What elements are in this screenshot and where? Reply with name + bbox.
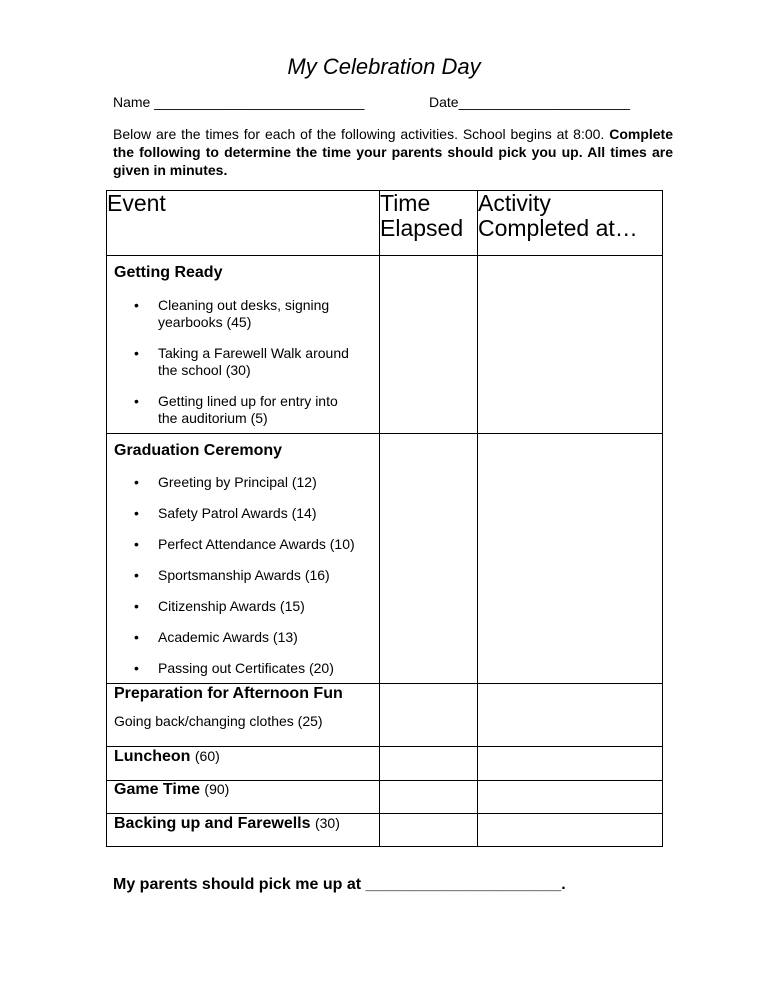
- event-cell-luncheon: [107, 747, 380, 781]
- completed-at-cell[interactable]: [478, 747, 663, 781]
- list-item: • Getting lined up for entry into the auditorium (5): [134, 393, 338, 426]
- list-item: • Greeting by Principal (12): [134, 474, 317, 490]
- event-cell-preparation: [107, 684, 380, 747]
- event-cell-graduation: [107, 434, 380, 684]
- time-elapsed-cell[interactable]: [380, 434, 478, 684]
- completed-at-cell[interactable]: [478, 434, 663, 684]
- bullet-icon: •: [134, 474, 139, 490]
- bullet-icon: •: [134, 297, 139, 313]
- table-row-getting-ready: [107, 256, 663, 434]
- time-elapsed-cell[interactable]: [380, 781, 478, 814]
- date-field[interactable]: Date______________________: [429, 94, 630, 110]
- time-elapsed-cell[interactable]: [380, 814, 478, 847]
- getting-ready-list: [107, 297, 379, 427]
- table-row-graduation: [107, 434, 663, 684]
- table-row-game-time: [107, 781, 663, 814]
- time-elapsed-cell[interactable]: [380, 684, 478, 747]
- event-cell-getting-ready: [107, 256, 380, 434]
- bullet-icon: •: [134, 536, 139, 552]
- instructions: [113, 125, 673, 179]
- list-item: • Perfect Attendance Awards (10): [134, 536, 355, 552]
- time-elapsed-cell[interactable]: [380, 747, 478, 781]
- header-row: [107, 191, 663, 256]
- preparation-detail: Going back/changing clothes (25): [114, 713, 323, 729]
- header-time-elapsed: Time Elapsed: [380, 191, 478, 256]
- completed-at-cell[interactable]: [478, 256, 663, 434]
- table-row-backing-up: [107, 814, 663, 847]
- list-item: • Passing out Certificates (20): [134, 660, 334, 676]
- bullet-icon: •: [134, 345, 139, 361]
- completed-at-cell[interactable]: [478, 684, 663, 747]
- list-item: • Sportsmanship Awards (16): [134, 567, 330, 583]
- instructions-plain: Below are the times for each of the following activities. School begins at 8:00.: [113, 126, 605, 142]
- luncheon-label: Luncheon: [114, 748, 191, 765]
- name-field[interactable]: Name ___________________________: [113, 94, 365, 110]
- event-cell-game-time: [107, 781, 380, 814]
- section-title-preparation: Preparation for Afternoon Fun: [114, 685, 343, 702]
- game-time-label: Game Time: [114, 781, 200, 798]
- list-item: • Citizenship Awards (15): [134, 598, 305, 614]
- activity-table: [106, 190, 663, 847]
- list-item: • Safety Patrol Awards (14): [134, 505, 317, 521]
- list-item: • Academic Awards (13): [134, 629, 298, 645]
- completed-at-cell[interactable]: [478, 781, 663, 814]
- backing-up-minutes: (30): [314, 815, 340, 831]
- header-completed-at: Activity Completed at…: [478, 191, 663, 256]
- completed-at-cell[interactable]: [478, 814, 663, 847]
- header-event: Event: [107, 191, 380, 256]
- graduation-list: [107, 474, 379, 677]
- luncheon-minutes: (60): [194, 748, 220, 764]
- name-date-line: [113, 94, 630, 110]
- page-title: My Celebration Day: [287, 54, 481, 79]
- bullet-icon: •: [134, 629, 139, 645]
- bullet-icon: •: [134, 393, 139, 409]
- event-cell-backing-up: [107, 814, 380, 847]
- time-elapsed-cell[interactable]: [380, 256, 478, 434]
- list-item: • Cleaning out desks, signing yearbooks (45): [134, 297, 330, 330]
- backing-up-label: Backing up and Farewells: [114, 815, 311, 832]
- instructions-bold: Complete the following to determine the time your parents should pick you up. All times are given in minutes.: [113, 126, 673, 178]
- bullet-icon: •: [134, 598, 139, 614]
- game-time-minutes: (90): [204, 781, 230, 797]
- table-row-preparation: [107, 684, 663, 747]
- bullet-icon: •: [134, 660, 139, 676]
- pickup-answer-line[interactable]: My parents should pick me up at ______________________.: [113, 876, 566, 893]
- table-row-luncheon: [107, 747, 663, 781]
- section-title-graduation: Graduation Ceremony: [114, 442, 283, 459]
- bullet-icon: •: [134, 567, 139, 583]
- list-item: • Taking a Farewell Walk around the school (30): [134, 345, 349, 378]
- bullet-icon: •: [134, 505, 139, 521]
- section-title-getting-ready: Getting Ready: [114, 264, 223, 281]
